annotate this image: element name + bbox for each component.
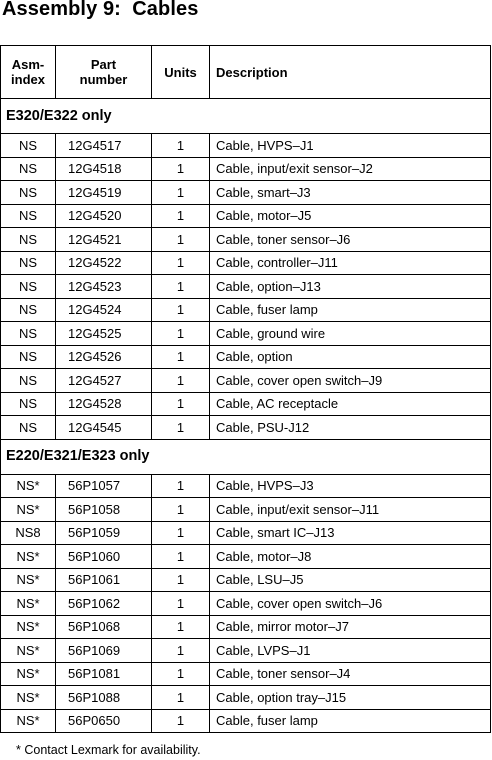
- asm-index-cell: NS*: [1, 592, 56, 616]
- asm-index-cell: NS: [1, 228, 56, 252]
- part-number-cell: 56P1057: [56, 474, 152, 498]
- units-cell: 1: [152, 592, 210, 616]
- part-number-cell: 12G4520: [56, 204, 152, 228]
- units-cell: 1: [152, 662, 210, 686]
- table-row: [1, 134, 491, 158]
- asm-index-cell: NS: [1, 416, 56, 440]
- section-label: E220/E321/E323 only: [1, 439, 491, 474]
- table-row: [1, 369, 491, 393]
- asm-index-cell: NS: [1, 251, 56, 275]
- description-cell: Cable, smart IC–J13: [210, 521, 491, 545]
- units-cell: 1: [152, 498, 210, 522]
- part-number-cell: 12G4528: [56, 392, 152, 416]
- section-header-row: [1, 99, 491, 134]
- part-number-cell: 56P1068: [56, 615, 152, 639]
- part-number-cell: 56P1069: [56, 639, 152, 663]
- units-cell: 1: [152, 275, 210, 299]
- table-row: [1, 181, 491, 205]
- asm-index-cell: NS*: [1, 615, 56, 639]
- description-cell: Cable, mirror motor–J7: [210, 615, 491, 639]
- part-number-cell: 56P1081: [56, 662, 152, 686]
- description-cell: Cable, option: [210, 345, 491, 369]
- part-number-cell: 12G4521: [56, 228, 152, 252]
- asm-index-cell: NS*: [1, 474, 56, 498]
- part-number-cell: 56P1059: [56, 521, 152, 545]
- asm-index-cell: NS*: [1, 686, 56, 710]
- description-cell: Cable, cover open switch–J6: [210, 592, 491, 616]
- page-title: Assembly 9: Cables: [2, 0, 199, 20]
- units-cell: 1: [152, 615, 210, 639]
- part-number-cell: 12G4545: [56, 416, 152, 440]
- description-cell: Cable, cover open switch–J9: [210, 369, 491, 393]
- units-cell: 1: [152, 204, 210, 228]
- asm-index-cell: NS*: [1, 709, 56, 733]
- table-row: [1, 662, 491, 686]
- description-cell: Cable, LSU–J5: [210, 568, 491, 592]
- asm-index-cell: NS: [1, 275, 56, 299]
- asm-index-cell: NS*: [1, 568, 56, 592]
- table-row: [1, 416, 491, 440]
- parts-table: [0, 45, 491, 733]
- asm-index-cell: NS: [1, 322, 56, 346]
- units-cell: 1: [152, 369, 210, 393]
- description-cell: Cable, input/exit sensor–J2: [210, 157, 491, 181]
- units-cell: 1: [152, 416, 210, 440]
- part-number-cell: 56P1088: [56, 686, 152, 710]
- table-row: [1, 545, 491, 569]
- asm-index-cell: NS: [1, 345, 56, 369]
- description-cell: Cable, option tray–J15: [210, 686, 491, 710]
- asm-index-cell: NS: [1, 298, 56, 322]
- description-cell: Cable, controller–J11: [210, 251, 491, 275]
- description-cell: Cable, HVPS–J1: [210, 134, 491, 158]
- section-label: E320/E322 only: [1, 99, 491, 134]
- table-row: [1, 322, 491, 346]
- table-row: [1, 345, 491, 369]
- part-number-cell: 12G4518: [56, 157, 152, 181]
- asm-index-cell: NS: [1, 134, 56, 158]
- table-row: [1, 251, 491, 275]
- description-cell: Cable, motor–J8: [210, 545, 491, 569]
- description-cell: Cable, toner sensor–J6: [210, 228, 491, 252]
- asm-index-cell: NS*: [1, 545, 56, 569]
- table-row: [1, 474, 491, 498]
- description-cell: Cable, AC receptacle: [210, 392, 491, 416]
- table-body: [1, 99, 491, 733]
- description-cell: Cable, ground wire: [210, 322, 491, 346]
- part-number-cell: 12G4525: [56, 322, 152, 346]
- table-row: [1, 709, 491, 733]
- description-cell: Cable, input/exit sensor–J11: [210, 498, 491, 522]
- asm-index-cell: NS: [1, 392, 56, 416]
- part-number-cell: 56P0650: [56, 709, 152, 733]
- table-row: [1, 592, 491, 616]
- table-row: [1, 568, 491, 592]
- units-cell: 1: [152, 134, 210, 158]
- asm-index-cell: NS: [1, 369, 56, 393]
- units-cell: 1: [152, 157, 210, 181]
- units-cell: 1: [152, 345, 210, 369]
- description-cell: Cable, option–J13: [210, 275, 491, 299]
- table-row: [1, 392, 491, 416]
- footnote: * Contact Lexmark for availability.: [16, 743, 201, 757]
- asm-index-cell: NS*: [1, 662, 56, 686]
- units-cell: 1: [152, 568, 210, 592]
- table-row: [1, 157, 491, 181]
- table-row: [1, 686, 491, 710]
- part-number-cell: 12G4524: [56, 298, 152, 322]
- part-number-cell: 12G4527: [56, 369, 152, 393]
- part-number-cell: 12G4519: [56, 181, 152, 205]
- part-number-cell: 12G4517: [56, 134, 152, 158]
- units-cell: 1: [152, 474, 210, 498]
- asm-index-cell: NS: [1, 204, 56, 228]
- description-cell: Cable, motor–J5: [210, 204, 491, 228]
- units-cell: 1: [152, 251, 210, 275]
- part-number-cell: 56P1058: [56, 498, 152, 522]
- units-cell: 1: [152, 228, 210, 252]
- description-cell: Cable, PSU-J12: [210, 416, 491, 440]
- units-cell: 1: [152, 709, 210, 733]
- units-cell: 1: [152, 322, 210, 346]
- table-row: [1, 228, 491, 252]
- description-cell: Cable, smart–J3: [210, 181, 491, 205]
- units-cell: 1: [152, 181, 210, 205]
- units-cell: 1: [152, 639, 210, 663]
- asm-index-cell: NS8: [1, 521, 56, 545]
- description-cell: Cable, fuser lamp: [210, 298, 491, 322]
- description-cell: Cable, LVPS–J1: [210, 639, 491, 663]
- units-cell: 1: [152, 521, 210, 545]
- part-number-cell: 56P1062: [56, 592, 152, 616]
- table-row: [1, 204, 491, 228]
- units-cell: 1: [152, 298, 210, 322]
- units-cell: 1: [152, 545, 210, 569]
- asm-index-cell: NS: [1, 157, 56, 181]
- part-number-cell: 12G4526: [56, 345, 152, 369]
- description-cell: Cable, HVPS–J3: [210, 474, 491, 498]
- part-number-cell: 56P1061: [56, 568, 152, 592]
- asm-index-cell: NS*: [1, 498, 56, 522]
- col-header-part-number: Part number: [56, 46, 152, 99]
- table-row: [1, 639, 491, 663]
- table-row: [1, 521, 491, 545]
- part-number-cell: 12G4523: [56, 275, 152, 299]
- table-row: [1, 498, 491, 522]
- description-cell: Cable, fuser lamp: [210, 709, 491, 733]
- col-header-units: Units: [152, 46, 210, 99]
- part-number-cell: 12G4522: [56, 251, 152, 275]
- table-row: [1, 275, 491, 299]
- col-header-asm-index: Asm- index: [1, 46, 56, 99]
- col-header-description: Description: [210, 46, 491, 99]
- table-row: [1, 615, 491, 639]
- table-row: [1, 298, 491, 322]
- asm-index-cell: NS: [1, 181, 56, 205]
- part-number-cell: 56P1060: [56, 545, 152, 569]
- description-cell: Cable, toner sensor–J4: [210, 662, 491, 686]
- asm-index-cell: NS*: [1, 639, 56, 663]
- table-header-row: [1, 46, 491, 99]
- section-header-row: [1, 439, 491, 474]
- units-cell: 1: [152, 392, 210, 416]
- units-cell: 1: [152, 686, 210, 710]
